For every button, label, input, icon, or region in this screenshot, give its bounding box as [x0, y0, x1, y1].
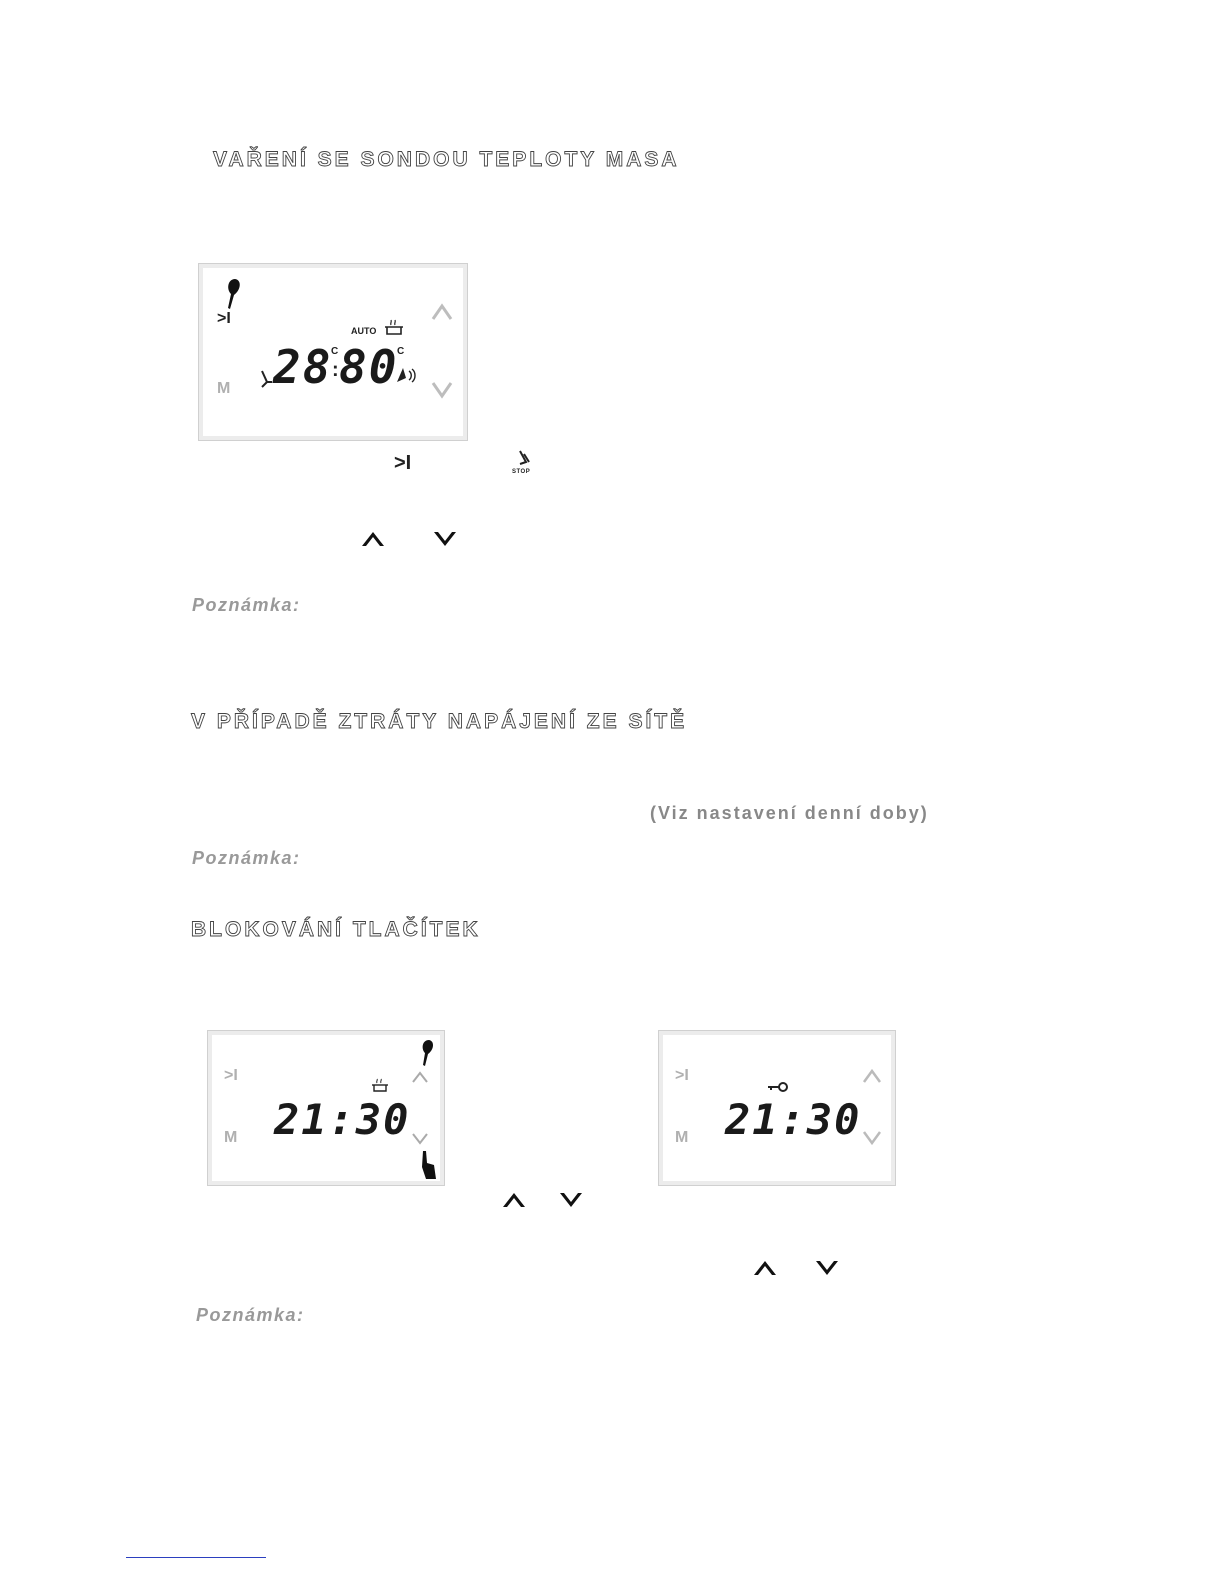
mode-label: M — [224, 1129, 238, 1146]
down-arrow-inline-icon — [433, 530, 457, 548]
pot-icon — [372, 1079, 388, 1093]
probe-small-icon — [259, 370, 273, 388]
auto-indicator: AUTO — [351, 326, 377, 336]
footer-rule — [126, 1557, 266, 1558]
note-label-meat-probe: Poznámka: — [192, 595, 301, 615]
up-arrow-inline-icon — [753, 1259, 777, 1277]
down-arrow-icon — [431, 382, 453, 398]
next-step-label: >I — [217, 310, 231, 327]
probe-stop-inline-icon — [514, 450, 536, 468]
note-label-power-loss: Poznámka: — [192, 848, 301, 868]
up-arrow-icon — [431, 304, 453, 320]
probe-icon — [223, 278, 243, 310]
up-arrow-icon — [412, 1071, 428, 1083]
up-arrow-inline-icon — [361, 530, 385, 548]
section-title-power-loss: V PŘÍPADĚ ZTRÁTY NAPÁJENÍ ZE SÍTĚ — [191, 710, 688, 733]
down-arrow-icon — [863, 1131, 881, 1145]
probe-signal-icon — [395, 366, 419, 386]
note-label-key-lock: Poznámka: — [196, 1305, 305, 1325]
next-step-label: >I — [675, 1067, 689, 1084]
pot-icon — [385, 320, 403, 336]
target-temperature: 80 — [339, 340, 399, 394]
section-title-key-lock: BLOKOVÁNÍ TLAČÍTEK — [191, 918, 481, 941]
next-step-inline-icon: >I — [394, 452, 412, 474]
target-temp-unit: C — [397, 346, 405, 357]
down-arrow-icon — [412, 1133, 428, 1145]
colon-separator: : — [332, 359, 339, 381]
lcd-display-probe — [198, 263, 468, 441]
time-setting-reference: (Viz nastavení denní doby) — [650, 803, 929, 823]
probe-icon — [418, 1039, 436, 1067]
current-temperature: 28 — [273, 340, 333, 394]
finger-press-icon — [420, 1149, 438, 1181]
key-lock-icon — [767, 1081, 789, 1093]
current-temp-unit: C — [331, 346, 339, 357]
clock-time: 21:30 — [274, 1095, 411, 1144]
stop-inline-label: STOP — [512, 469, 531, 475]
down-arrow-inline-icon — [559, 1191, 583, 1209]
next-step-label: >I — [224, 1067, 238, 1084]
up-arrow-icon — [863, 1069, 881, 1083]
lcd-display-lock-after — [658, 1030, 896, 1186]
down-arrow-inline-icon — [815, 1259, 839, 1277]
clock-time: 21:30 — [725, 1095, 862, 1144]
mode-label: M — [675, 1129, 689, 1146]
lcd-display-lock-before — [207, 1030, 445, 1186]
mode-label: M — [217, 380, 231, 397]
up-arrow-inline-icon — [502, 1191, 526, 1209]
section-title-meat-probe: VAŘENÍ SE SONDOU TEPLOTY MASA — [213, 148, 680, 171]
